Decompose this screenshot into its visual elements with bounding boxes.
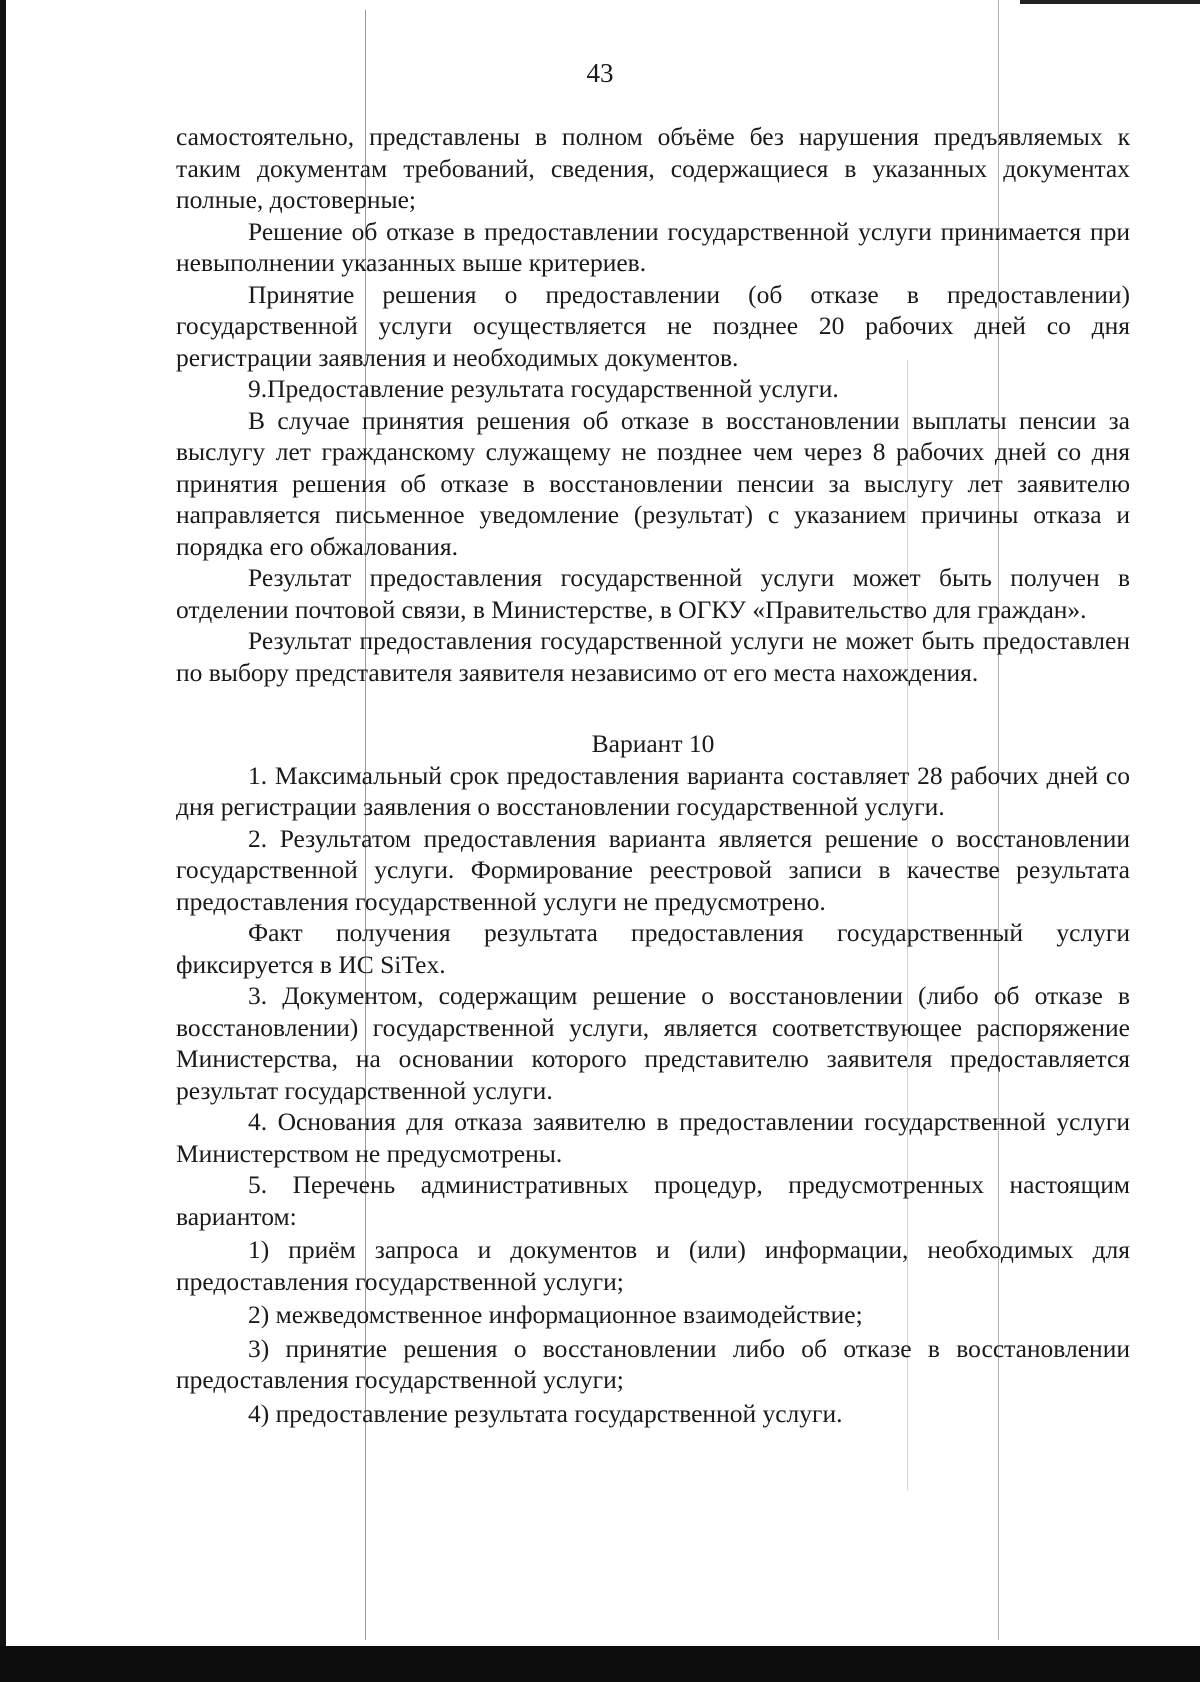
paragraph-section-heading: 9.Предоставление результата государственной услуги.: [248, 374, 839, 403]
paragraph: 2. Результатом предоставления варианта является решение о восстановлении государственной услуги. Формирование реестровой записи в качестве результата предоставления государственной услуги не предусмотрено.: [176, 823, 1130, 916]
document-body: [176, 121, 1130, 1429]
paragraph: самостоятельно, представлены в полном объёме без нарушения предъявляемых к таким документам требований, сведения, содержащиеся в указанных документах полные, достоверные;: [176, 122, 1130, 214]
paragraph: Результат предоставления государственной услуги может быть получен в отделении почтовой связи, в Министерстве, в ОГКУ «Правительство для граждан».: [176, 563, 1130, 624]
paragraph: 3. Документом, содержащим решение о восстановлении (либо об отказе в восстановлении) государственной услуги, является соответствующее распоряжение Министерства, на основании которого представителю заявителя предоставляется результат государственной услуги.: [176, 981, 1130, 1105]
paragraph: Решение об отказе в предоставлении государственной услуги принимается при невыполнении указанных выше критериев.: [176, 216, 1130, 277]
paragraph: Принятие решения о предоставлении (об отказе в предоставлении) государственной услуги осуществляется не позднее 20 рабочих дней со дня регистрации заявления и необходимых документов.: [176, 279, 1130, 372]
variant-heading: Вариант 10: [591, 729, 715, 758]
scan-bottom-edge: [0, 1646, 1200, 1682]
scan-top-edge: [1020, 0, 1200, 4]
list-item: 1) приём запроса и документов и (или) информации, необходимых для предоставления государственной услуги;: [176, 1235, 1130, 1296]
paragraph: Факт получения результата предоставления государственный услуги фиксируется в ИС SiTex.: [176, 918, 1130, 979]
paragraph: 4. Основания для отказа заявителю в предоставлении государственной услуги Министерством не предусмотрены.: [176, 1107, 1130, 1168]
paragraph: 1. Максимальный срок предоставления варианта составляет 28 рабочих дней со дня регистрации заявления о восстановлении государственной услуги.: [176, 760, 1130, 821]
paragraph: 5. Перечень административных процедур, предусмотренных настоящим вариантом:: [176, 1170, 1130, 1231]
list-item: 2) межведомственное информационное взаимодействие;: [248, 1300, 863, 1329]
list-item: 3) принятие решения о восстановлении либо об отказе в восстановлении предоставления государственной услуги;: [176, 1333, 1130, 1394]
list-item: 4) предоставление результата государственной услуги.: [248, 1398, 843, 1428]
scan-left-edge: [0, 0, 6, 1682]
paragraph: В случае принятия решения об отказе в восстановлении выплаты пенсии за выслугу лет гражданскому служащему не позднее чем через 8 рабочих дней со дня принятия решения об отказе в восстановлении пенсии за выслугу лет заявителю направляется письменное уведомление (результат) с указанием причины отказа и порядка его обжалования.: [176, 405, 1130, 561]
page-number: 43: [586, 58, 614, 88]
paragraph: Результат предоставления государственной услуги не может быть предоставлен по выбору представителя заявителя независимо от его места нахождения.: [176, 626, 1130, 687]
